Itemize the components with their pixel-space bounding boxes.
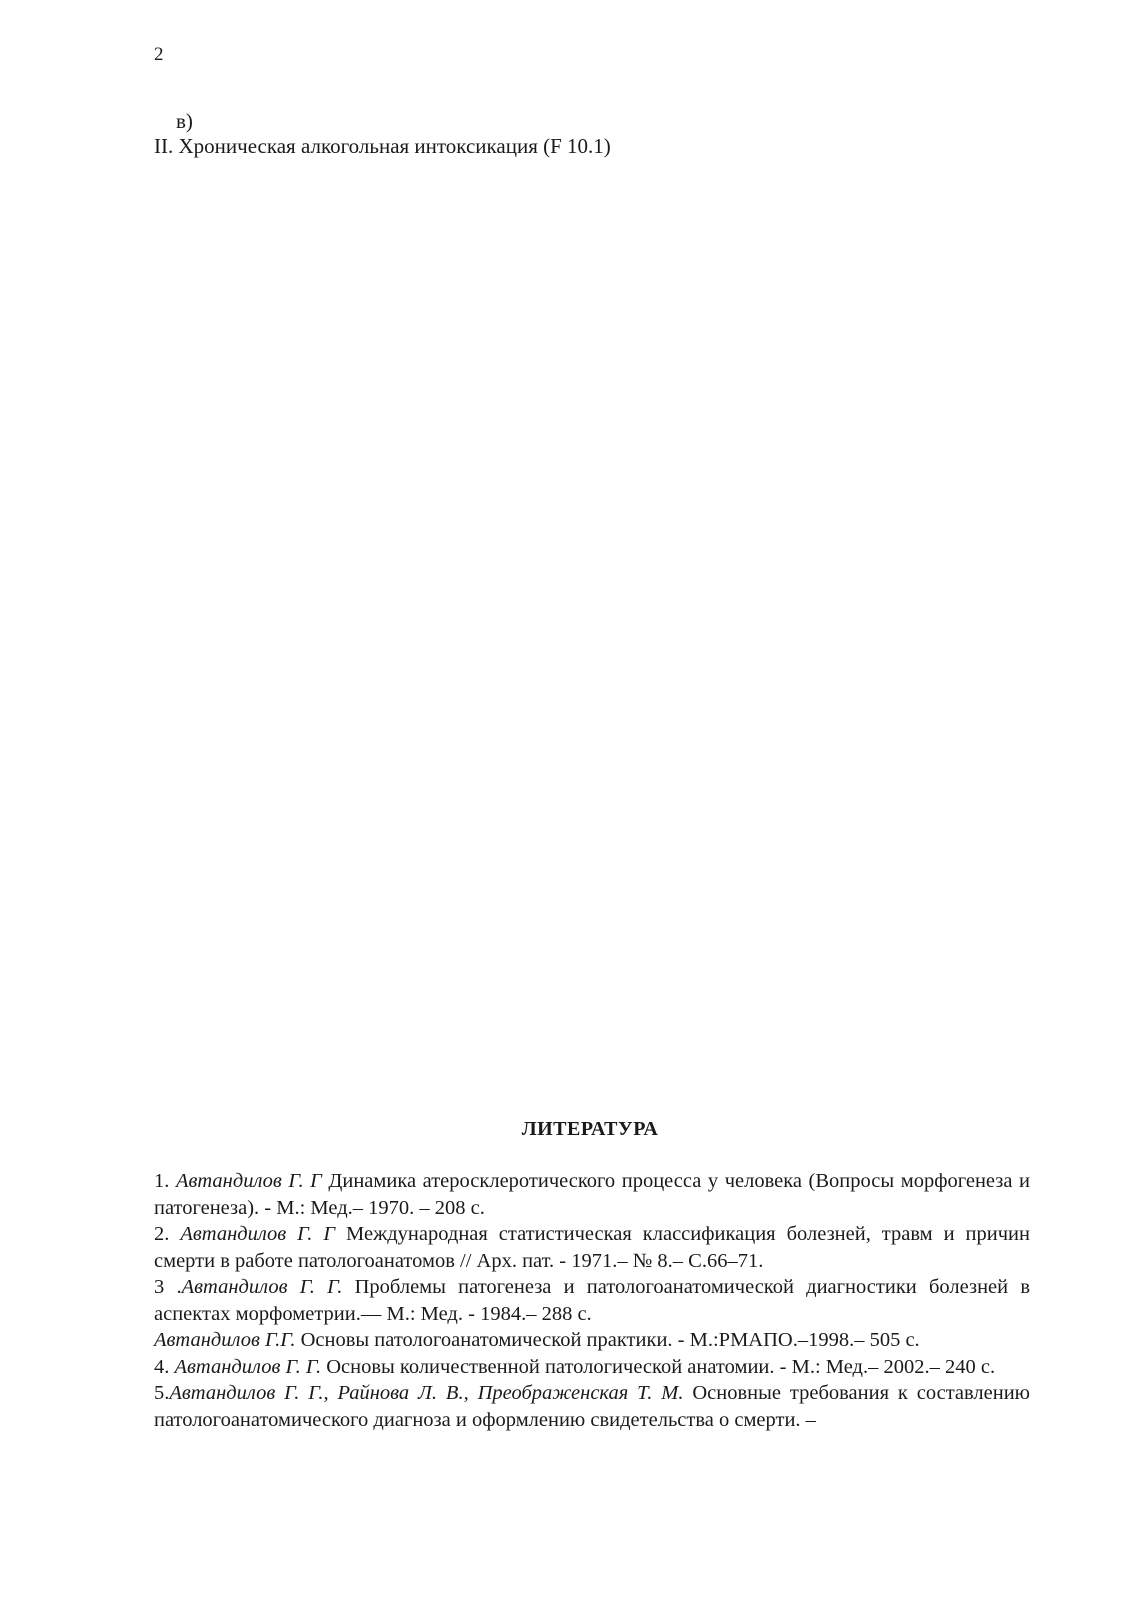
literature-heading: ЛИТЕРАТУРА	[521, 1118, 659, 1140]
reference-prefix: 2.	[154, 1223, 181, 1245]
reference-text: Основы количественной патологической анатомии. - М.: Мед.– 2002.– 240 с.	[321, 1355, 996, 1378]
reference-text: Основные требования к составлению патологоанатомического диагноза и оформлению свидетельства о смерти. –	[154, 1382, 1030, 1431]
reference-author: Автандилов Г. Г	[180, 1223, 336, 1245]
reference-item	[154, 1327, 1030, 1354]
page-number: 2	[154, 44, 164, 65]
reference-author: Автандилов Г.Г.	[154, 1329, 296, 1351]
reference-item	[154, 1380, 1030, 1433]
reference-prefix: 5.	[154, 1382, 170, 1404]
reference-item	[154, 1274, 1030, 1327]
outline-item-v: в)	[176, 109, 193, 133]
outline-item-ii: II. Хроническая алкогольная интоксикация (F 10.1)	[154, 134, 611, 158]
reference-list	[154, 1168, 1030, 1433]
reference-text: Динамика атеросклеротического процесса у человека (Вопросы морфогенеза и патогенеза). - М.: Мед.– 1970. – 208 с.	[154, 1170, 1031, 1219]
reference-text: Международная статистическая классификация болезней, травм и причин смерти в работе патологоанатомов // Арх. пат. - 1971.– № 8.– С.66–71.	[154, 1223, 1030, 1272]
reference-prefix: 1.	[154, 1170, 176, 1192]
reference-prefix: 3 .	[154, 1276, 182, 1298]
reference-author: Автандилов Г. Г.	[174, 1355, 322, 1378]
reference-prefix: 4.	[154, 1355, 175, 1378]
reference-item	[154, 1221, 1030, 1274]
reference-text: Основы патологоанатомической практики. - М.:РМАПО.–1998.– 505 с.	[295, 1329, 920, 1351]
reference-author: Автандилов Г. Г.	[181, 1276, 343, 1298]
reference-item	[154, 1168, 1030, 1221]
reference-text: Проблемы патогенеза и патологоанатомической диагностики болезней в аспектах морфометрии.— М.: Мед. - 1984.– 288 с.	[154, 1276, 1031, 1325]
reference-author: Автандилов Г. Г., Райнова Л. В., Преображенская Т. М.	[169, 1382, 684, 1404]
reference-author: Автандилов Г. Г	[175, 1170, 322, 1192]
reference-item	[154, 1354, 1030, 1381]
